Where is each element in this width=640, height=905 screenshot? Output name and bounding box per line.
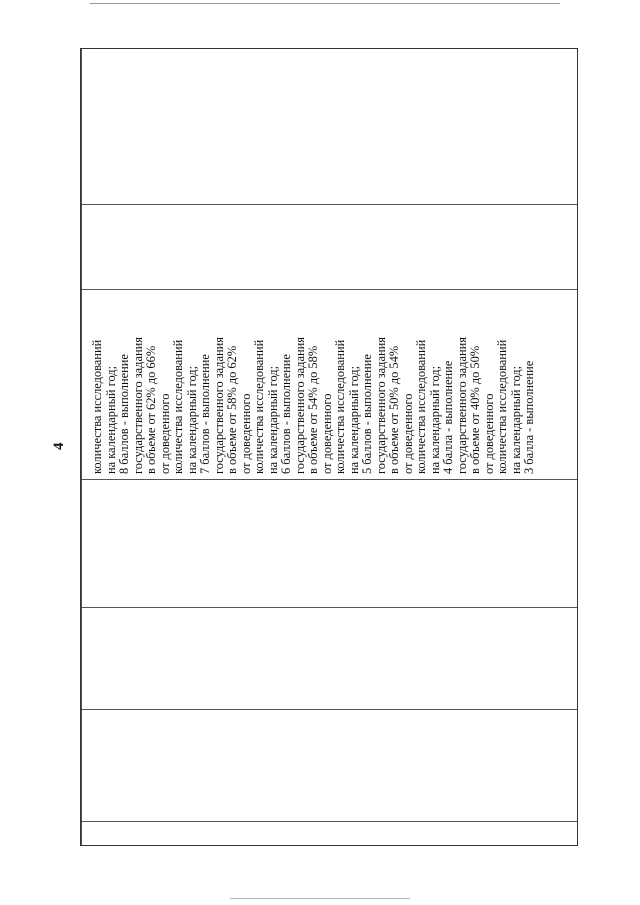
criteria-text-line: 5 баллов - выполнение	[360, 354, 374, 474]
table-row-divider	[81, 821, 577, 822]
criteria-text-line: от доведенного	[157, 393, 172, 474]
criteria-text-line: на календарный год;	[184, 365, 199, 474]
criteria-text-line: 8 баллов - выполнение	[117, 354, 131, 474]
criteria-cell-lines	[91, 287, 537, 474]
criteria-text-line: государственного задания	[130, 337, 145, 474]
criteria-text-line: количества исследований	[333, 339, 347, 474]
criteria-text-line: количества исследований	[495, 339, 509, 474]
criteria-text-line: на календарный год;	[427, 365, 442, 474]
criteria-text-line: в объеме от 50% до 54%	[387, 345, 401, 474]
criteria-text-line: государственного задания	[373, 337, 388, 474]
page-number: 4	[51, 442, 67, 450]
criteria-text-line: на календарный год;	[265, 365, 280, 474]
criteria-text-line: от доведенного	[238, 393, 253, 474]
table-row-divider	[81, 204, 577, 205]
criteria-text-line: в объеме от 54% до 58%	[306, 345, 320, 474]
criteria-text-line: в объеме от 58% до 62%	[225, 345, 239, 474]
criteria-text-line: 3 балла - выполнение	[522, 360, 536, 474]
criteria-cell-rotated	[91, 287, 561, 474]
scan-edge-bottom	[230, 898, 410, 899]
criteria-text-line: количества исследований	[171, 339, 185, 474]
criteria-text-line: 7 баллов - выполнение	[198, 354, 212, 474]
criteria-text-line: на календарный год;	[508, 365, 523, 474]
table-column-divider	[81, 49, 82, 845]
criteria-text-line: от доведенного	[319, 393, 334, 474]
criteria-text-line: государственного задания	[454, 337, 469, 474]
criteria-text-line: от доведенного	[400, 393, 415, 474]
criteria-text-line: количества исследований	[414, 339, 428, 474]
table-row-divider	[81, 607, 577, 608]
criteria-text-line: 4 балла - выполнение	[441, 360, 455, 474]
criteria-cell	[91, 287, 561, 474]
criteria-text-line: на календарный год;	[346, 365, 361, 474]
criteria-text-line: государственного задания	[211, 337, 226, 474]
criteria-text-line: в объеме от 62% до 66%	[144, 345, 158, 474]
criteria-text-line: 6 баллов - выполнение	[279, 354, 293, 474]
criteria-text-line: на календарный год;	[103, 365, 118, 474]
table-row-divider	[81, 709, 577, 710]
scan-edge-top	[90, 3, 560, 4]
table-row-divider	[81, 479, 577, 480]
criteria-text-line: количества исследований	[90, 339, 104, 474]
criteria-text-line: в объеме от 40% до 50%	[468, 345, 482, 474]
criteria-text-line: количества исследований	[252, 339, 266, 474]
criteria-text-line: государственного задания	[292, 337, 307, 474]
criteria-text-line: от доведенного	[481, 393, 496, 474]
